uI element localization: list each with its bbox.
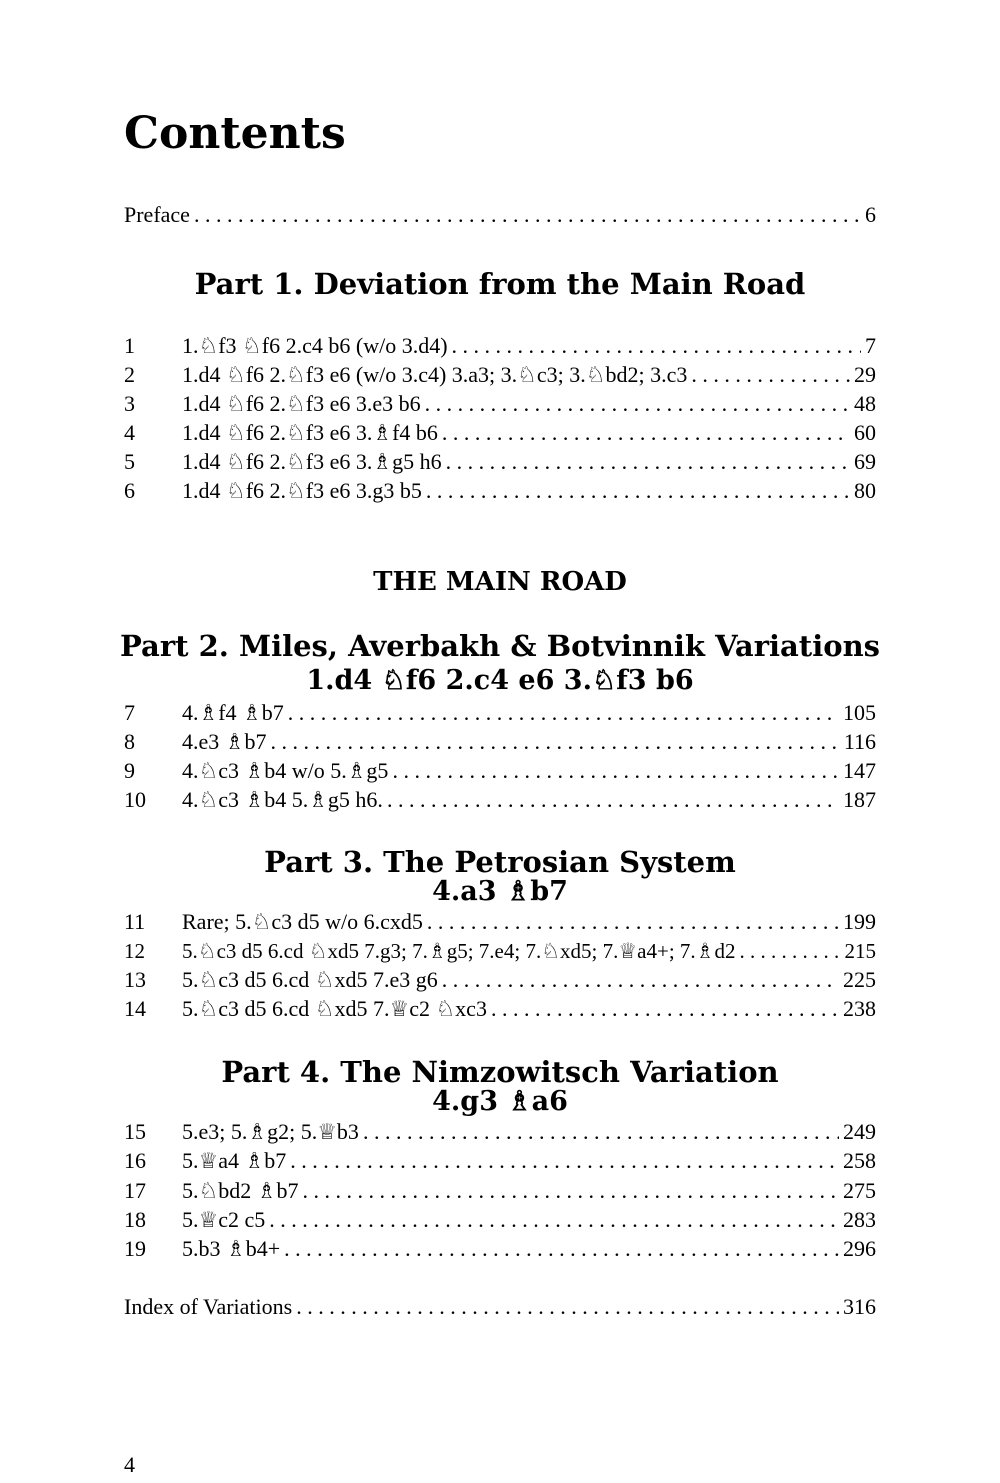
toc-entry-page: 238 — [843, 996, 876, 1021]
leader-dots — [442, 965, 839, 995]
toc-entry-number: 4 — [124, 420, 135, 445]
toc-entry-text: 5.b3 ♗b4+ — [182, 1236, 281, 1261]
toc-entry-text: Rare; 5.♘c3 d5 w/o 6.cxd5 — [182, 909, 423, 934]
toc-entry-preface[interactable] — [124, 200, 876, 230]
toc-entry-label: Preface — [124, 202, 190, 227]
leader-dots — [269, 1205, 839, 1235]
toc-entry-page: 258 — [843, 1148, 876, 1173]
toc-entry[interactable] — [124, 389, 876, 419]
toc-entry-number: 19 — [124, 1236, 146, 1261]
toc-entry-text: 1.♘f3 ♘f6 2.c4 b6 (w/o 3.d4) — [182, 333, 448, 358]
toc-entry[interactable] — [124, 994, 876, 1024]
toc-entry-text: 5.♕a4 ♗b7 — [182, 1148, 287, 1173]
toc-entry-label: Index of Variations — [124, 1294, 293, 1319]
leader-dots — [446, 447, 850, 477]
leader-dots — [194, 200, 861, 230]
toc-entry[interactable] — [124, 447, 876, 477]
toc-entry-text: 5.♘c3 d5 6.cd ♘xd5 7.g3; 7.♗g5; 7.e4; 7.♘xd5; 7.♕a4+; 7.♗d2 — [182, 939, 736, 963]
toc-entry-number: 18 — [124, 1207, 146, 1232]
toc-entry-page: 275 — [843, 1178, 876, 1203]
part2-subheading: 1.d4 ♘f6 2.c4 e6 3.♘f3 b6 — [306, 665, 694, 696]
toc-entry-page: 6 — [865, 202, 876, 227]
toc-entry-number: 11 — [124, 909, 146, 934]
toc-entry-text: 1.d4 ♘f6 2.♘f3 e6 3.♗g5 h6 — [182, 449, 442, 474]
toc-entry[interactable] — [124, 965, 876, 995]
toc-entry[interactable] — [124, 907, 876, 937]
toc-entry-text: 5.♘c3 d5 6.cd ♘xd5 7.♕c2 ♘xc3 — [182, 996, 487, 1021]
toc-entry-number: 2 — [124, 362, 135, 387]
toc-entry-page: 7 — [865, 333, 876, 358]
toc-entry-text: 5.♕c2 c5 — [182, 1207, 266, 1232]
leader-dots — [387, 785, 839, 815]
toc-entry[interactable] — [124, 476, 876, 506]
part4-subheading: 4.g3 ♗a6 — [432, 1086, 568, 1117]
toc-entry-number: 14 — [124, 996, 146, 1021]
toc-entry-page: 48 — [854, 391, 876, 416]
toc-entry[interactable] — [124, 756, 876, 786]
toc-entry[interactable] — [124, 360, 876, 390]
toc-entry[interactable] — [124, 698, 876, 728]
leader-dots — [363, 1117, 839, 1147]
part1-heading: Part 1. Deviation from the Main Road — [194, 267, 806, 301]
leader-dots — [442, 418, 850, 448]
toc-entry[interactable] — [124, 785, 876, 815]
toc-entry-page: 80 — [854, 478, 876, 503]
toc-entry-page: 296 — [843, 1236, 876, 1261]
toc-entry-number: 5 — [124, 449, 135, 474]
toc-entry-text: 4.♘c3 ♗b4 5.♗g5 h6. — [182, 787, 383, 812]
toc-entry[interactable] — [124, 418, 876, 448]
toc-entry-text: 5.♘bd2 ♗b7 — [182, 1178, 299, 1203]
toc-entry-number: 13 — [124, 967, 146, 992]
part3-subheading: 4.a3 ♗b7 — [432, 876, 568, 907]
leader-dots — [296, 1292, 839, 1322]
leader-dots — [740, 936, 841, 966]
toc-entry-page: 116 — [843, 729, 876, 754]
toc-entry-page: 316 — [843, 1294, 876, 1319]
toc-entry-page: 60 — [854, 420, 876, 445]
part4-heading: Part 4. The Nimzowitsch Variation — [221, 1055, 779, 1089]
leader-dots — [288, 698, 839, 728]
toc-entry[interactable] — [124, 727, 876, 757]
toc-entry-number: 1 — [124, 333, 135, 358]
leader-dots — [452, 331, 861, 361]
toc-entry[interactable] — [124, 331, 876, 361]
toc-entry[interactable] — [124, 1146, 876, 1176]
toc-entry-page: 199 — [843, 909, 876, 934]
toc-entry-page: 225 — [843, 967, 876, 992]
part2-heading: Part 2. Miles, Averbakh & Botvinnik Variations — [120, 629, 880, 663]
toc-entry[interactable] — [124, 1176, 876, 1206]
toc-entry-page: 105 — [843, 700, 876, 725]
leader-dots — [425, 389, 850, 419]
toc-entry-text: 4.e3 ♗b7 — [182, 729, 267, 754]
toc-entry-text: 4.♗f4 ♗b7 — [182, 700, 284, 725]
toc-entry-number: 7 — [124, 700, 135, 725]
toc-entry-number: 9 — [124, 758, 135, 783]
toc-entry-index[interactable] — [124, 1292, 876, 1322]
leader-dots — [392, 756, 839, 786]
toc-entry-page: 249 — [843, 1119, 876, 1144]
toc-entry-number: 17 — [124, 1178, 146, 1203]
main-road-heading: THE MAIN ROAD — [373, 567, 627, 597]
leader-dots — [271, 727, 840, 757]
toc-entry-number: 10 — [124, 787, 146, 812]
toc-entry-page: 29 — [854, 362, 876, 387]
toc-entry-text: 1.d4 ♘f6 2.♘f3 e6 3.g3 b5 — [182, 478, 422, 503]
leader-dots — [691, 360, 850, 390]
page-number: 4 — [124, 1452, 135, 1477]
leader-dots — [302, 1176, 839, 1206]
toc-entry[interactable] — [124, 1234, 876, 1264]
leader-dots — [491, 994, 839, 1024]
toc-entry-page: 215 — [844, 939, 876, 963]
toc-entry-text: 5.e3; 5.♗g2; 5.♕b3 — [182, 1119, 359, 1144]
leader-dots — [426, 476, 850, 506]
toc-entry-number: 12 — [124, 939, 145, 963]
toc-entry-text: 4.♘c3 ♗b4 w/o 5.♗g5 — [182, 758, 389, 783]
toc-entry-page: 187 — [843, 787, 876, 812]
toc-entry-text: 1.d4 ♘f6 2.♘f3 e6 (w/o 3.c4) 3.a3; 3.♘c3; 3.♘bd2; 3.c3 — [182, 362, 688, 387]
leader-dots — [427, 907, 839, 937]
toc-entry-page: 283 — [843, 1207, 876, 1232]
toc-entry-page: 69 — [854, 449, 876, 474]
toc-entry-page: 147 — [843, 758, 876, 783]
toc-entry-text: 1.d4 ♘f6 2.♘f3 e6 3.♗f4 b6 — [182, 420, 438, 445]
toc-entry-number: 16 — [124, 1148, 146, 1173]
toc-entry-number: 8 — [124, 729, 135, 754]
leader-dots — [284, 1234, 839, 1264]
toc-entry-number: 3 — [124, 391, 135, 416]
toc-entry[interactable] — [124, 1205, 876, 1235]
toc-entry[interactable] — [124, 1117, 876, 1147]
toc-entry-number: 15 — [124, 1119, 146, 1144]
part3-heading: Part 3. The Petrosian System — [264, 845, 736, 879]
toc-entry-text: 1.d4 ♘f6 2.♘f3 e6 3.e3 b6 — [182, 391, 421, 416]
page-title: Contents — [124, 108, 346, 159]
toc-entry-number: 6 — [124, 478, 135, 503]
toc-entry[interactable] — [124, 936, 876, 966]
toc-entry-text: 5.♘c3 d5 6.cd ♘xd5 7.e3 g6 — [182, 967, 438, 992]
leader-dots — [290, 1146, 839, 1176]
